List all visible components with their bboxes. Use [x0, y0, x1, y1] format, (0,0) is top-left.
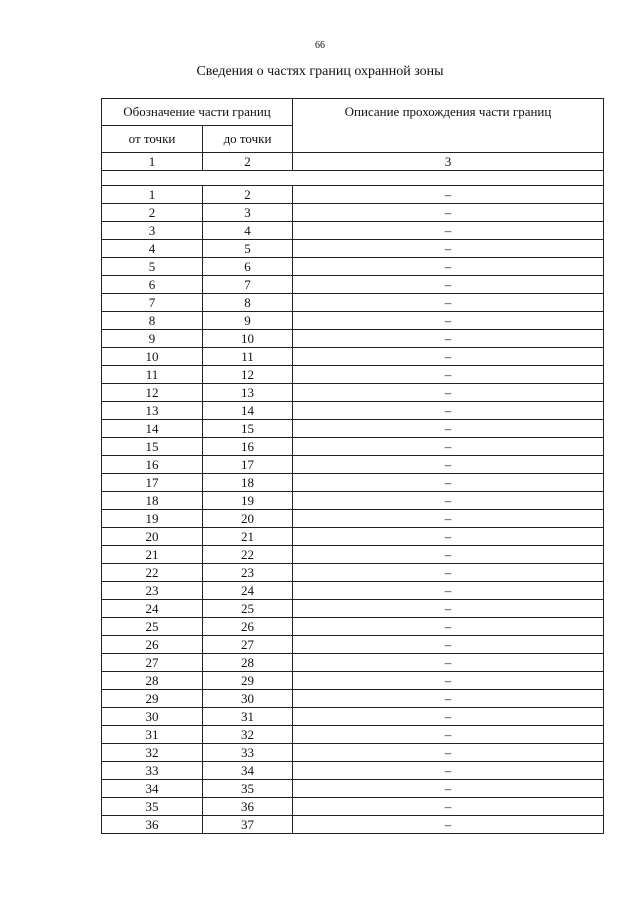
to-point-cell: 11 — [203, 348, 293, 366]
to-point-cell: 2 — [203, 186, 293, 204]
table-row — [102, 636, 604, 654]
table-row — [102, 276, 604, 294]
to-point-cell: 6 — [203, 258, 293, 276]
description-cell: – — [293, 330, 604, 348]
from-point-cell: 2 — [102, 204, 203, 222]
to-point-cell: 20 — [203, 510, 293, 528]
to-point-cell: 31 — [203, 708, 293, 726]
to-point-cell: 4 — [203, 222, 293, 240]
from-point-cell: 20 — [102, 528, 203, 546]
description-cell: – — [293, 474, 604, 492]
to-point-cell: 9 — [203, 312, 293, 330]
from-point-cell: 7 — [102, 294, 203, 312]
to-point-cell: 37 — [203, 816, 293, 834]
table-row — [102, 474, 604, 492]
table-row — [102, 402, 604, 420]
from-point-cell: 14 — [102, 420, 203, 438]
description-cell: – — [293, 186, 604, 204]
boundary-parts-table — [101, 98, 604, 834]
table-row — [102, 546, 604, 564]
spacer-row — [102, 171, 604, 186]
from-point-cell: 23 — [102, 582, 203, 600]
from-point-cell: 30 — [102, 708, 203, 726]
to-point-cell: 30 — [203, 690, 293, 708]
description-cell: – — [293, 726, 604, 744]
description-cell: – — [293, 690, 604, 708]
from-point-cell: 4 — [102, 240, 203, 258]
description-cell: – — [293, 240, 604, 258]
header-row — [102, 99, 604, 126]
header-designation: Обозначение части границ — [102, 99, 293, 126]
from-point-cell: 11 — [102, 366, 203, 384]
from-point-cell: 1 — [102, 186, 203, 204]
table-row — [102, 438, 604, 456]
to-point-cell: 32 — [203, 726, 293, 744]
description-cell: – — [293, 816, 604, 834]
header-description: Описание прохождения части границ — [293, 99, 604, 153]
from-point-cell: 12 — [102, 384, 203, 402]
to-point-cell: 21 — [203, 528, 293, 546]
table-row — [102, 240, 604, 258]
description-cell: – — [293, 438, 604, 456]
from-point-cell: 27 — [102, 654, 203, 672]
description-cell: – — [293, 348, 604, 366]
table-row — [102, 294, 604, 312]
description-cell: – — [293, 528, 604, 546]
table-row — [102, 258, 604, 276]
to-point-cell: 13 — [203, 384, 293, 402]
table-row — [102, 708, 604, 726]
description-cell: – — [293, 204, 604, 222]
from-point-cell: 19 — [102, 510, 203, 528]
from-point-cell: 22 — [102, 564, 203, 582]
description-cell: – — [293, 276, 604, 294]
column-number: 2 — [203, 153, 293, 171]
to-point-cell: 29 — [203, 672, 293, 690]
from-point-cell: 13 — [102, 402, 203, 420]
to-point-cell: 16 — [203, 438, 293, 456]
description-cell: – — [293, 510, 604, 528]
table-row — [102, 222, 604, 240]
from-point-cell: 9 — [102, 330, 203, 348]
from-point-cell: 31 — [102, 726, 203, 744]
table-row — [102, 186, 604, 204]
description-cell: – — [293, 744, 604, 762]
table-row — [102, 528, 604, 546]
table-row — [102, 348, 604, 366]
description-cell: – — [293, 798, 604, 816]
from-point-cell: 8 — [102, 312, 203, 330]
from-point-cell: 16 — [102, 456, 203, 474]
description-cell: – — [293, 312, 604, 330]
table-row — [102, 618, 604, 636]
to-point-cell: 17 — [203, 456, 293, 474]
table-row — [102, 420, 604, 438]
to-point-cell: 7 — [203, 276, 293, 294]
to-point-cell: 24 — [203, 582, 293, 600]
description-cell: – — [293, 456, 604, 474]
from-point-cell: 17 — [102, 474, 203, 492]
to-point-cell: 15 — [203, 420, 293, 438]
table-row — [102, 726, 604, 744]
description-cell: – — [293, 654, 604, 672]
description-cell: – — [293, 618, 604, 636]
column-number-row — [102, 153, 604, 171]
description-cell: – — [293, 546, 604, 564]
table-row — [102, 564, 604, 582]
table-row — [102, 312, 604, 330]
table-row — [102, 672, 604, 690]
description-cell: – — [293, 384, 604, 402]
to-point-cell: 22 — [203, 546, 293, 564]
table-row — [102, 690, 604, 708]
table-row — [102, 510, 604, 528]
from-point-cell: 35 — [102, 798, 203, 816]
table-row — [102, 654, 604, 672]
from-point-cell: 33 — [102, 762, 203, 780]
from-point-cell: 34 — [102, 780, 203, 798]
table-row — [102, 366, 604, 384]
table-row — [102, 384, 604, 402]
from-point-cell: 10 — [102, 348, 203, 366]
to-point-cell: 5 — [203, 240, 293, 258]
description-cell: – — [293, 492, 604, 510]
from-point-cell: 28 — [102, 672, 203, 690]
table-row — [102, 744, 604, 762]
description-cell: – — [293, 636, 604, 654]
from-point-cell: 5 — [102, 258, 203, 276]
document-title: Сведения о частях границ охранной зоны — [196, 64, 444, 79]
table-row — [102, 492, 604, 510]
to-point-cell: 26 — [203, 618, 293, 636]
to-point-cell: 25 — [203, 600, 293, 618]
to-point-cell: 19 — [203, 492, 293, 510]
table-row — [102, 762, 604, 780]
from-point-cell: 29 — [102, 690, 203, 708]
description-cell: – — [293, 672, 604, 690]
to-point-cell: 27 — [203, 636, 293, 654]
page-number: 66 — [315, 40, 325, 51]
table-row — [102, 798, 604, 816]
description-cell: – — [293, 708, 604, 726]
spacer-cell — [102, 171, 604, 186]
table-row — [102, 204, 604, 222]
from-point-cell: 32 — [102, 744, 203, 762]
description-cell: – — [293, 222, 604, 240]
description-cell: – — [293, 564, 604, 582]
from-point-cell: 24 — [102, 600, 203, 618]
to-point-cell: 3 — [203, 204, 293, 222]
to-point-cell: 23 — [203, 564, 293, 582]
to-point-cell: 33 — [203, 744, 293, 762]
from-point-cell: 21 — [102, 546, 203, 564]
to-point-cell: 34 — [203, 762, 293, 780]
column-number: 1 — [102, 153, 203, 171]
description-cell: – — [293, 420, 604, 438]
from-point-cell: 36 — [102, 816, 203, 834]
from-point-cell: 26 — [102, 636, 203, 654]
to-point-cell: 14 — [203, 402, 293, 420]
to-point-cell: 18 — [203, 474, 293, 492]
description-cell: – — [293, 294, 604, 312]
description-cell: – — [293, 366, 604, 384]
from-point-cell: 6 — [102, 276, 203, 294]
to-point-cell: 8 — [203, 294, 293, 312]
description-cell: – — [293, 780, 604, 798]
table-body — [102, 186, 604, 834]
table-row — [102, 582, 604, 600]
table-row — [102, 330, 604, 348]
description-cell: – — [293, 402, 604, 420]
from-point-cell: 3 — [102, 222, 203, 240]
from-point-cell: 25 — [102, 618, 203, 636]
table-row — [102, 816, 604, 834]
column-number: 3 — [293, 153, 604, 171]
header-to-point: до точки — [203, 126, 293, 153]
to-point-cell: 36 — [203, 798, 293, 816]
to-point-cell: 12 — [203, 366, 293, 384]
to-point-cell: 10 — [203, 330, 293, 348]
header-from-point: от точки — [102, 126, 203, 153]
from-point-cell: 18 — [102, 492, 203, 510]
to-point-cell: 28 — [203, 654, 293, 672]
from-point-cell: 15 — [102, 438, 203, 456]
to-point-cell: 35 — [203, 780, 293, 798]
table-row — [102, 600, 604, 618]
description-cell: – — [293, 582, 604, 600]
table-row — [102, 456, 604, 474]
description-cell: – — [293, 762, 604, 780]
table-row — [102, 780, 604, 798]
description-cell: – — [293, 600, 604, 618]
description-cell: – — [293, 258, 604, 276]
